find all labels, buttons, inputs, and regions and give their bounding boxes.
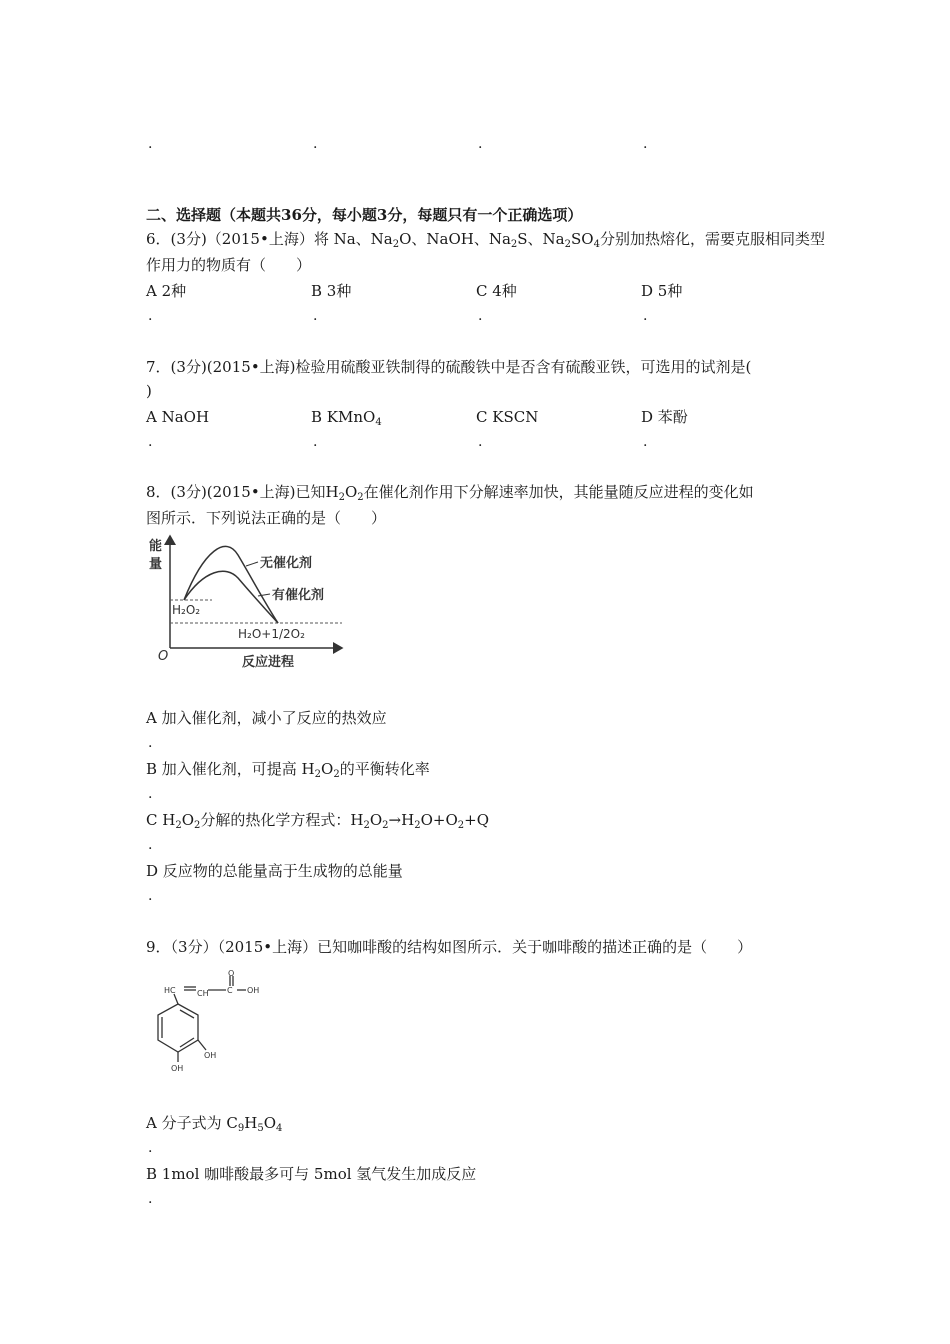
row-dot: . — [313, 136, 318, 152]
q8-stem-line2: 图所示．下列说法正确的是（ ） — [146, 509, 387, 527]
q6-text: 6．(3分)（2015•上海）将 Na、Na — [146, 230, 393, 248]
energy-diagram — [146, 530, 346, 675]
q9-option-b[interactable]: B 1mol 咖啡酸最多可与 5mol 氢气发生加成反应 — [146, 1165, 477, 1183]
row-dot: . — [148, 434, 153, 450]
origin-label: O — [158, 649, 169, 664]
subscript: 2 — [414, 820, 421, 831]
o-label: O — [228, 970, 235, 978]
q8-option-c-text: O — [369, 811, 383, 829]
row-dot: . — [478, 136, 483, 152]
row-dot: . — [148, 1140, 153, 1156]
catalyzed-label: 有催化剂 — [272, 588, 325, 603]
q6-option-b[interactable]: B 3种 — [311, 282, 352, 300]
oh-label: OH — [204, 1051, 217, 1060]
q6-option-a[interactable]: A 2种 — [146, 282, 187, 300]
q8-option-c[interactable] — [146, 809, 489, 831]
row-dot: . — [643, 434, 648, 450]
row-dot: . — [643, 308, 648, 324]
q8-text: 在催化剂作用下分解速率加快，其能量随反应进程的变化如 — [363, 483, 754, 501]
row-dot: . — [148, 837, 153, 853]
subscript: 2 — [457, 820, 465, 831]
oh-label: OH — [171, 1064, 184, 1073]
section-header: 二、选择题（本题共36分，每小题3分，每题只有一个正确选项） — [146, 206, 583, 224]
caffeic-acid-structure — [146, 970, 266, 1085]
subscript: 2 — [564, 239, 572, 250]
subscript: 2 — [175, 820, 182, 831]
subscript: 2 — [363, 820, 370, 831]
row-dot: . — [148, 136, 153, 152]
q7-option-b-text: B KMnO — [311, 408, 376, 426]
subscript: 2 — [382, 820, 389, 831]
label-leader — [246, 562, 258, 566]
q8-option-b-text: B 加入催化剂，可提高 H — [146, 760, 315, 778]
q8-option-c-text: →H — [388, 811, 415, 829]
subscript: 2 — [392, 239, 400, 250]
subscript: 4 — [375, 417, 382, 428]
q6-option-c[interactable]: C 4种 — [476, 282, 517, 300]
row-dot: . — [148, 735, 153, 751]
q6-text: S、Na — [517, 230, 565, 248]
q8-stem-line1 — [146, 481, 754, 503]
row-dot: . — [148, 1191, 153, 1207]
subscript: 2 — [338, 492, 345, 503]
row-dot: . — [148, 888, 153, 904]
q8-option-d[interactable]: D 反应物的总能量高于生成物的总能量 — [146, 862, 403, 880]
subscript: 2 — [314, 769, 322, 780]
q6-text: SO — [571, 230, 594, 248]
q9-option-a-text: H — [244, 1114, 258, 1132]
q8-option-b-text: 的平衡转化率 — [339, 760, 430, 778]
row-dot: . — [148, 786, 153, 802]
q8-option-c-text: C H — [146, 811, 176, 829]
subscript: 5 — [257, 1123, 264, 1134]
q6-text: 分别加热熔化，需要克服相同类型 — [599, 230, 825, 248]
product-label: H₂O+1/2O₂ — [238, 627, 305, 641]
subscript: 4 — [276, 1123, 283, 1134]
q8-option-b-text: O — [321, 760, 334, 778]
ch-label: CH — [197, 989, 209, 998]
q7-stem-line2: ) — [146, 382, 152, 400]
subscript: 2 — [333, 769, 340, 780]
bond — [174, 994, 178, 1004]
reactant-label: H₂O₂ — [172, 603, 201, 617]
q8-option-a[interactable]: A 加入催化剂，减小了反应的热效应 — [146, 709, 387, 727]
q9-option-a[interactable] — [146, 1112, 282, 1134]
q8-text: O — [344, 483, 358, 501]
q8-option-b[interactable] — [146, 758, 430, 780]
subscript: 2 — [194, 820, 201, 831]
x-axis-label: 反应进程 — [242, 655, 295, 670]
bond — [198, 1040, 206, 1050]
row-dot: . — [478, 434, 483, 450]
q9-option-a-text: A 分子式为 C — [146, 1114, 238, 1132]
q7-option-b[interactable] — [311, 406, 382, 428]
subscript: 9 — [237, 1123, 245, 1134]
subscript: 2 — [510, 239, 518, 250]
q7-stem-line1: 7．(3分)(2015•上海)检验用硫酸亚铁制得的硫酸铁中是否含有硫酸亚铁，可选用的试剂是( — [146, 358, 752, 376]
q6-stem-line2: 作用力的物质有（ ） — [146, 256, 312, 274]
uncatalyzed-label: 无催化剂 — [260, 556, 313, 571]
q9-option-a-text: O — [263, 1114, 277, 1132]
y-axis-label: 能 — [149, 539, 163, 554]
q7-option-a[interactable]: A NaOH — [146, 408, 210, 426]
row-dot: . — [313, 308, 318, 324]
subscript: 2 — [357, 492, 364, 503]
q8-option-c-text: O+O — [420, 811, 458, 829]
q8-option-c-text: +Q — [464, 811, 489, 829]
q9-stem: 9．（3分）（2015•上海）已知咖啡酸的结构如图所示．关于咖啡酸的描述正确的是（ ） — [146, 938, 753, 956]
c-label: C — [227, 986, 233, 995]
q7-option-c[interactable]: C KSCN — [476, 408, 539, 426]
q6-text: O、NaOH、Na — [399, 230, 511, 248]
row-dot: . — [643, 136, 648, 152]
row-dot: . — [148, 308, 153, 324]
benzene-ring — [158, 1004, 198, 1052]
q8-option-c-text: O — [181, 811, 195, 829]
q8-option-c-text: 分解的热化学方程式：H — [200, 811, 364, 829]
q7-option-d[interactable]: D 苯酚 — [641, 408, 688, 426]
q6-stem-line1 — [146, 228, 825, 250]
row-dot: . — [478, 308, 483, 324]
row-dot: . — [313, 434, 318, 450]
oh-label: OH — [247, 986, 260, 995]
subscript: 4 — [593, 239, 600, 250]
y-axis-label: 量 — [149, 557, 163, 572]
hc-label: HC — [164, 986, 176, 995]
q8-text: 8．(3分)(2015•上海)已知H — [146, 483, 339, 501]
q6-option-d[interactable]: D 5种 — [641, 282, 683, 300]
